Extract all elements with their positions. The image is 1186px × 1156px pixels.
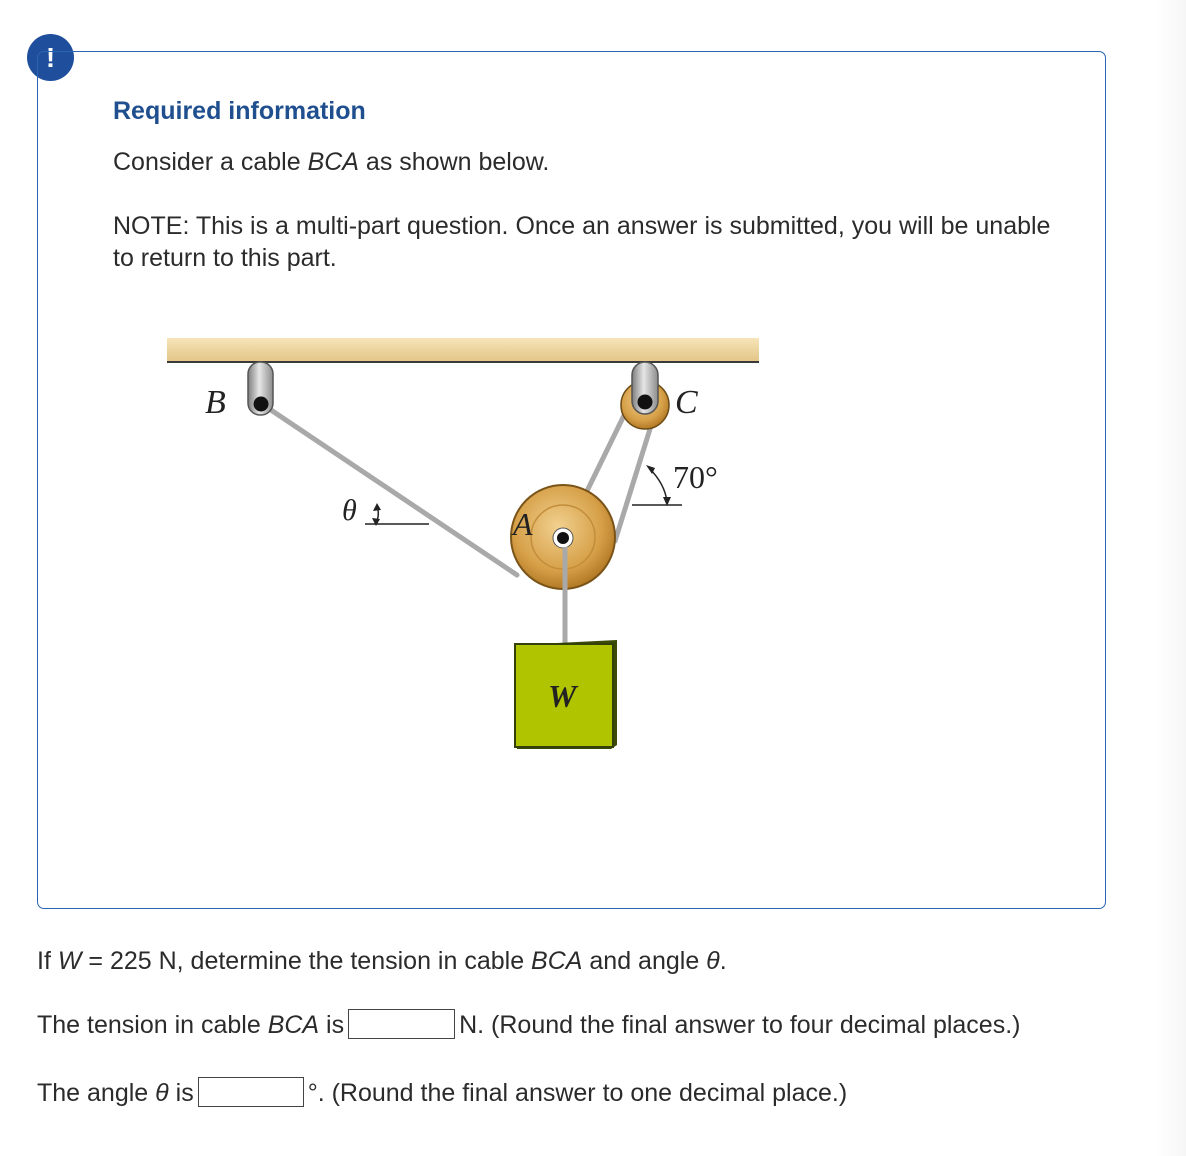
label-w: W — [548, 678, 577, 714]
label-a: A — [513, 506, 533, 542]
exclamation-icon: ! — [27, 34, 74, 81]
angle-answer-input[interactable] — [198, 1077, 304, 1107]
label-c: C — [675, 384, 698, 421]
tension-question: The tension in cable BCA is N. (Round the final answer to four decimal places.) — [37, 1011, 1021, 1039]
intro-text: Consider a cable BCA as shown below. — [113, 148, 550, 176]
note-text: NOTE: This is a multi-part question. Once an answer is submitted, you will be unable to return to this part. — [113, 212, 1051, 272]
support-c-pulley — [621, 362, 669, 429]
question-statement: If W = 225 N, determine the tension in cable BCA and angle θ. — [37, 947, 727, 975]
ceiling — [167, 338, 759, 362]
required-information-heading: Required information — [113, 97, 366, 125]
tension-answer-input[interactable] — [348, 1009, 455, 1039]
cable-pulley-figure — [165, 335, 765, 755]
support-b — [248, 362, 273, 415]
label-theta: θ — [342, 494, 357, 527]
angle-question: The angle θ is °. (Round the final answer to one decimal place.) — [37, 1079, 848, 1107]
label-b: B — [205, 384, 226, 421]
theta-angle-marker — [365, 503, 429, 526]
label-70-degrees: 70° — [673, 459, 718, 495]
page-right-edge — [1156, 0, 1186, 1156]
